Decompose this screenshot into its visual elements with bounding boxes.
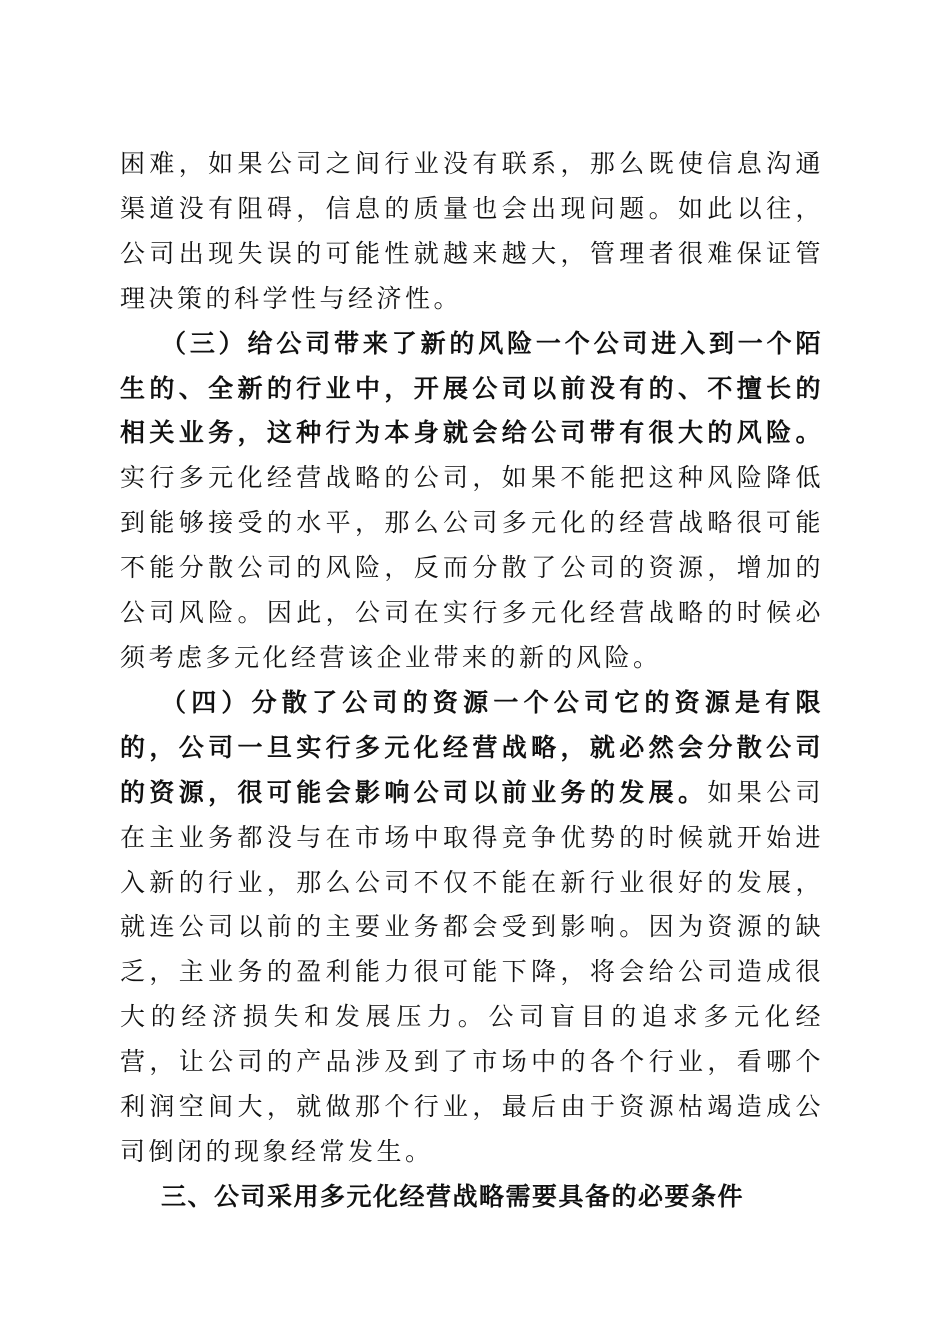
paragraph-section-three [120, 322, 824, 681]
paragraph-text: 实行多元化经营战略的公司，如果不能把这种风险降低到能够接受的水平，那么公司多元化的经营战略很可能不能分散公司的风险，反而分散了公司的资源，增加的公司风险。因此，公司在实行多元化经营战略的时候必须考虑多元化经营该企业带来的新的风险。 [120, 463, 824, 672]
paragraph-lead-text: （四）分散了公司的资源一个公司它的资源是有限的，公司一旦实行多元化经营战略，就必然会分散公司的资源，很可能会影响公司以前业务的发展。 [120, 687, 824, 807]
paragraph-lead-text: （三）给公司带来了新的风险一个公司进入到一个陌生的、全新的行业中，开展公司以前没有的、不擅长的相关业务，这种行为本身就会给公司带有很大的风险。 [120, 328, 824, 448]
section-heading: 三、公司采用多元化经营战略需要具备的必要条件 [161, 1181, 745, 1211]
paragraph-continuation [120, 142, 824, 322]
paragraph-section-four [120, 681, 824, 1175]
paragraph-text: 困难，如果公司之间行业没有联系，那么既使信息沟通渠道没有阻碍，信息的质量也会出现问题。如此以往，公司出现失误的可能性就越来越大，管理者很难保证管理决策的科学性与经济性。 [120, 149, 824, 313]
paragraph-text: 如果公司在主业务都没与在市场中取得竞争优势的时候就开始进入新的行业，那么公司不仅不能在新行业很好的发展，就连公司以前的主要业务都会受到影响。因为资源的缺乏，主业务的盈利能力很可能下降，将会给公司造成很大的经济损失和发展压力。公司盲目的追求多元化经营，让公司的产品涉及到了市场中的各个行业，看哪个利润空间大，就做那个行业，最后由于资源枯竭造成公司倒闭的现象经常发生。 [120, 777, 824, 1166]
document-body [120, 142, 824, 1220]
